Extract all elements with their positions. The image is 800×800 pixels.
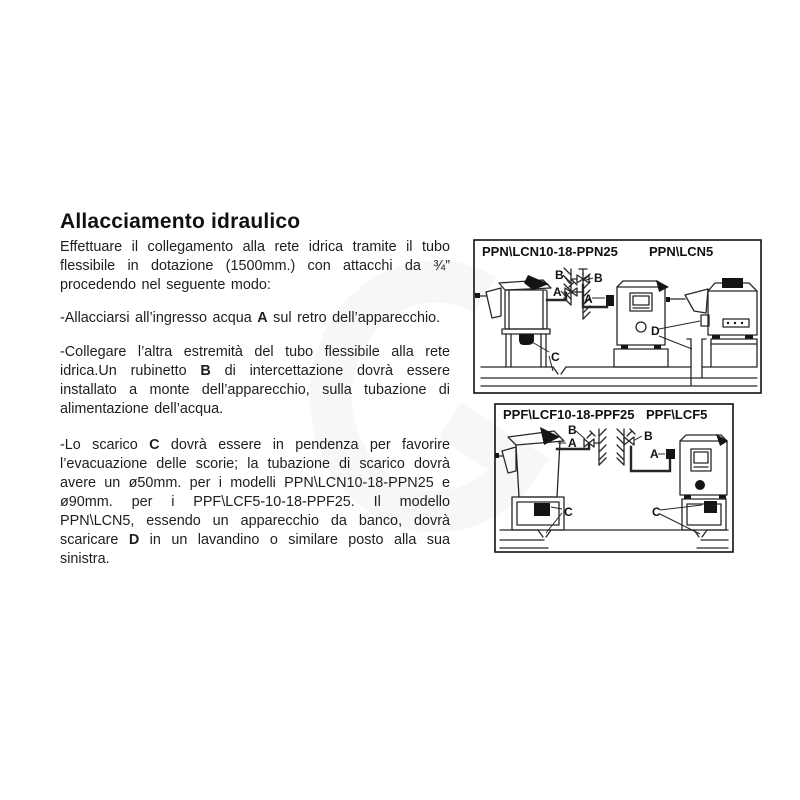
wall-hatch xyxy=(599,429,606,465)
figure-ppn-models xyxy=(473,239,762,394)
label-a-middle: A xyxy=(584,292,593,306)
figure-title-left: PPF\LCF10-18-PPF25 xyxy=(503,407,635,422)
lid-wedge xyxy=(656,280,669,292)
paragraph-intro: Effettuare il collegamento alla rete idrica tramite il tubo flessibile in dotazione (1500mm.) con attacchi da ¾” procedendo nel seguente modo: xyxy=(60,239,450,293)
paragraph-step-b: -Collegare l’altra estremità del tubo flessibile alla rete idrica.Un rubinetto B di intercettazione dovrà essere installato a monte dell’apparecchio, sulla tubazione di alimentazione dell’acqua. xyxy=(60,344,450,417)
floor-and-drain xyxy=(481,367,757,386)
figure-title-right: PPF\LCF5 xyxy=(646,407,708,422)
label-b-right: B xyxy=(644,429,653,443)
tap-valve-icon xyxy=(627,429,635,436)
drain-box xyxy=(704,501,717,513)
label-a-left: A xyxy=(568,436,577,450)
label-c: C xyxy=(551,350,560,364)
tap-valve-icon xyxy=(579,269,587,275)
knob xyxy=(695,480,705,490)
label-c-right: C xyxy=(652,505,661,519)
label-b-left: B xyxy=(568,423,577,437)
machine-ppf-lcf5-on-frame xyxy=(617,429,728,530)
label-d: D xyxy=(651,324,660,338)
bench xyxy=(711,339,757,367)
machine-ppn-lcn5-countertop xyxy=(666,278,757,385)
drain-fitting xyxy=(519,334,534,345)
label-a-left: A xyxy=(553,285,562,299)
article-hydraulic-connection xyxy=(60,210,450,583)
label-a-right: A xyxy=(650,447,659,461)
knob xyxy=(636,322,646,332)
section-title: Allacciamento idraulico xyxy=(60,210,301,233)
figure-title-right: PPN\LCN5 xyxy=(649,244,714,259)
inlet-fitting xyxy=(666,449,675,459)
machine-ppn-peeler-on-stand xyxy=(475,275,551,367)
floor-and-drain xyxy=(500,530,728,548)
figure-title-left: PPN\LCN10-18-PPN25 xyxy=(482,244,618,259)
lid xyxy=(722,278,743,288)
label-b-left: B xyxy=(555,268,564,282)
inlet-fitting xyxy=(606,295,614,306)
machine-ppn-cabinet xyxy=(564,268,669,367)
paragraph-step-a: -Allacciarsi all’ingresso acqua A sul retro dell’apparecchio. xyxy=(60,310,441,326)
label-b-middle: B xyxy=(594,271,603,285)
figure-ppf-models xyxy=(494,403,734,553)
label-c-left: C xyxy=(564,505,573,519)
paragraph-step-c-d: -Lo scarico C dovrà essere in pendenza per favorire l’evacuazione delle scorie; la tubazione di scarico dovrà avere un ø50mm. per i modelli PPN\LCN10-18-PPN25 e ø90mm. per i PPF\LCF5-10-18-PPF25. Il modello PPN\LCN5, essendo un apparecchio da banco, dovrà scaricare D in un lavandino o similare posto alla sua sinistra. xyxy=(60,437,450,567)
tap-valve-icon xyxy=(587,431,599,443)
wall-hatch xyxy=(617,429,624,465)
figure-ppf-drawing xyxy=(494,403,734,553)
machine-ppf-peeler-on-frame xyxy=(495,427,606,530)
figure-ppn-drawing xyxy=(473,239,762,394)
drain-box xyxy=(534,503,550,516)
